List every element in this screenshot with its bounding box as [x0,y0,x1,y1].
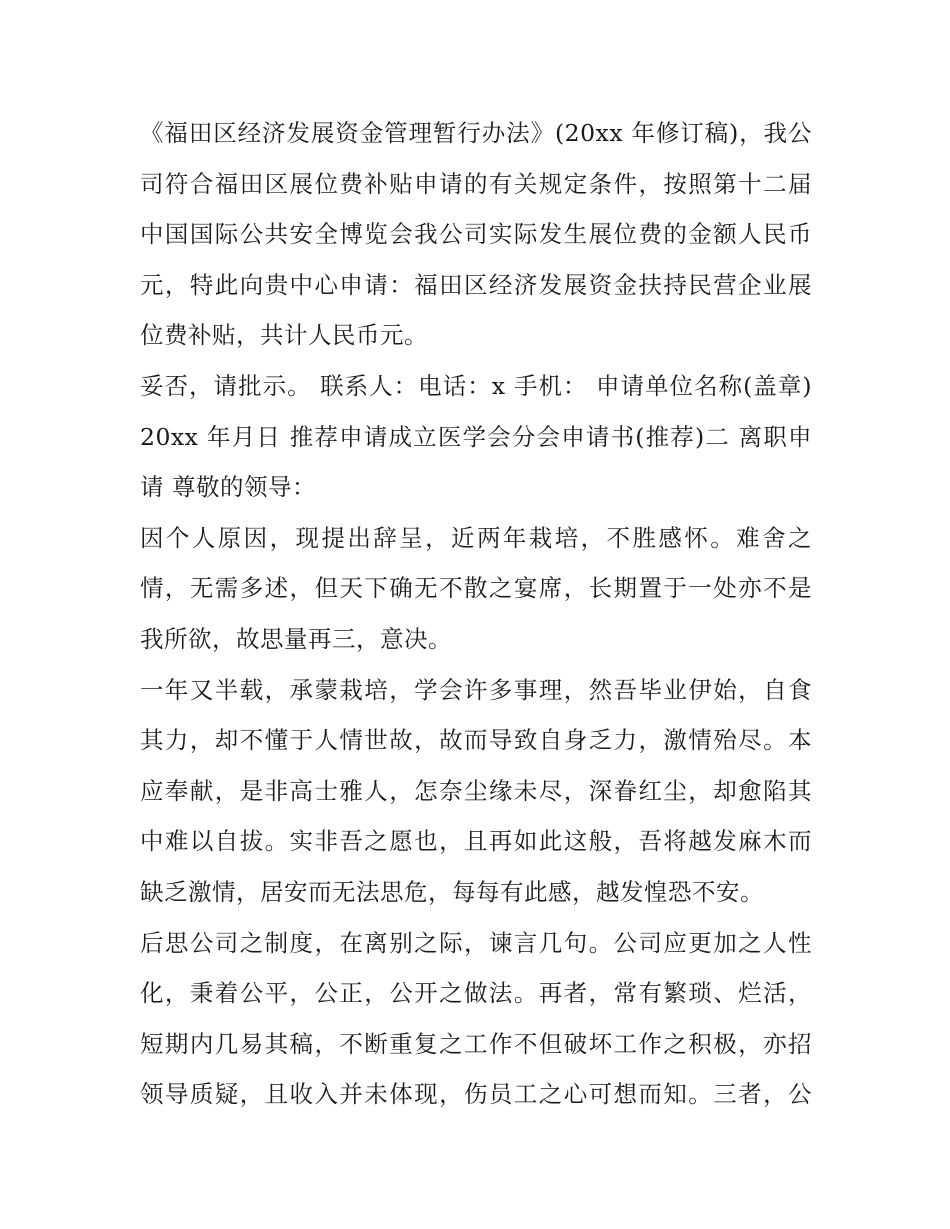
document-body [140,108,812,1120]
paragraph-subsidy-application [140,108,812,361]
text-line: 其力，却不懂于人情世故，故而导致自身乏力，激情殆尽。本 [140,726,812,755]
text-line: 缺乏激情，居安而无法思危，每每有此感，越发惶恐不安。 [140,877,764,906]
paragraph-resignation-reason [140,513,812,665]
text-line: 情，无需多述，但天下确无不散之宴席，长期置于一处亦不是 [140,574,812,603]
text-line: 司符合福田区展位费补贴申请的有关规定条件，按照第十二届 [140,169,812,198]
text-line: 短期内几易其稿，不断重复之工作不但破坏工作之积极，亦招 [140,1029,812,1058]
text-line: 一年又半载，承蒙栽培，学会许多事理，然吾毕业伊始，自食 [140,675,812,704]
text-line: 中国国际公共安全博览会我公司实际发生展位费的金额人民币 [140,220,812,249]
text-line: 因个人原因，现提出辞呈，近两年栽培，不胜感怀。难舍之 [140,523,812,552]
text-line: 元，特此向贵中心申请：福田区经济发展资金扶持民营企业展 [140,270,812,299]
text-line: 20xx 年月日 推荐申请成立医学会分会申请书(推荐)二 离职申 [140,422,812,451]
text-line: 位费补贴，共计人民币元。 [140,321,428,350]
text-line: 领导质疑，且收入并未体现，伤员工之心可想而知。三者，公 [140,1080,812,1109]
paragraph-signature-and-heading [140,361,812,513]
text-line: 我所欲，故思量再三，意决。 [140,624,452,653]
paragraph-company-advice [140,918,812,1120]
text-line: 化，秉着公平，公正，公开之做法。再者，常有繁琐、烂活， [140,979,812,1008]
text-line: 请 尊敬的领导： [140,473,316,502]
text-line: 后思公司之制度，在离别之际，谏言几句。公司应更加之人性 [140,928,812,957]
text-line: 中难以自拔。实非吾之愿也，且再如此这般，吾将越发麻木而 [140,827,812,856]
text-line: 妥否，请批示。 联系人：电话：x 手机： 申请单位名称(盖章) [140,371,812,400]
text-line: 《福田区经济发展资金管理暂行办法》(20xx 年修订稿)，我公 [140,119,812,147]
text-line: 应奉献，是非高士雅人，怎奈尘缘未尽，深眷红尘，却愈陷其 [140,776,812,805]
paragraph-reflection [140,665,812,918]
